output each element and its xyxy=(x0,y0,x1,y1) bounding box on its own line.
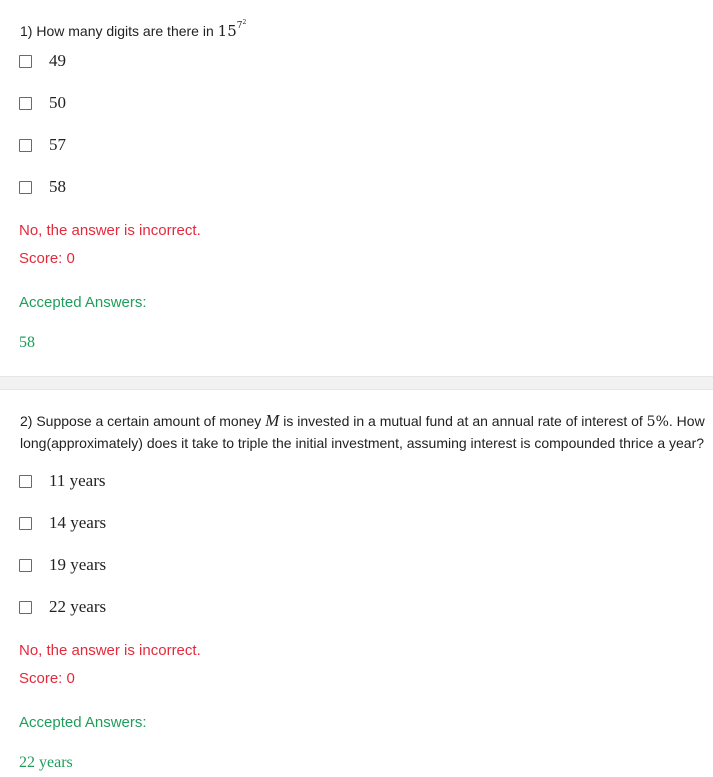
q1-option-2[interactable]: 50 xyxy=(19,92,66,114)
question-1-prompt: How many digits are there in xyxy=(36,23,214,39)
q2-option-4[interactable]: 22 years xyxy=(19,596,106,618)
checkbox[interactable] xyxy=(19,517,32,530)
question-2-number: 2) xyxy=(20,413,33,429)
q2-accepted-label: Accepted Answers: xyxy=(19,714,147,731)
question-2-text: 2) Suppose a certain amount of money M is invested in a mutual fund at an annual rate of interest of 5%. How long(approximately) does it take to triple the initial investment, assuming interest is compounded thrice a year? xyxy=(20,411,705,451)
checkbox[interactable] xyxy=(19,181,32,194)
q2-option-3[interactable]: 19 years xyxy=(19,554,106,576)
q1-score: Score: 0 xyxy=(19,250,75,267)
question-separator xyxy=(0,376,713,390)
question-2-card xyxy=(0,390,713,777)
question-1-card xyxy=(0,0,713,376)
checkbox[interactable] xyxy=(19,601,32,614)
q1-option-4[interactable]: 58 xyxy=(19,176,66,198)
checkbox[interactable] xyxy=(19,139,32,152)
q2-score: Score: 0 xyxy=(19,670,75,687)
math-variable: M xyxy=(265,411,280,430)
q2-option-1[interactable]: 11 years xyxy=(19,470,106,492)
q1-option-1[interactable]: 49 xyxy=(19,50,66,72)
q1-accepted-label: Accepted Answers: xyxy=(19,294,147,311)
question-1-text xyxy=(20,12,246,42)
checkbox[interactable] xyxy=(19,55,32,68)
checkbox[interactable] xyxy=(19,97,32,110)
question-1-number: 1) xyxy=(20,23,33,39)
q1-accepted-value: 58 xyxy=(19,334,35,351)
q2-option-2[interactable]: 14 years xyxy=(19,512,106,534)
q2-accepted-value: 22 years xyxy=(19,754,73,771)
checkbox[interactable] xyxy=(19,559,32,572)
checkbox[interactable] xyxy=(19,475,32,488)
q2-feedback: No, the answer is incorrect. xyxy=(19,642,201,659)
q1-feedback: No, the answer is incorrect. xyxy=(19,222,201,239)
question-1-math: $15^{7^2}$ xyxy=(217,19,247,40)
q1-option-3[interactable]: 57 xyxy=(19,134,66,156)
